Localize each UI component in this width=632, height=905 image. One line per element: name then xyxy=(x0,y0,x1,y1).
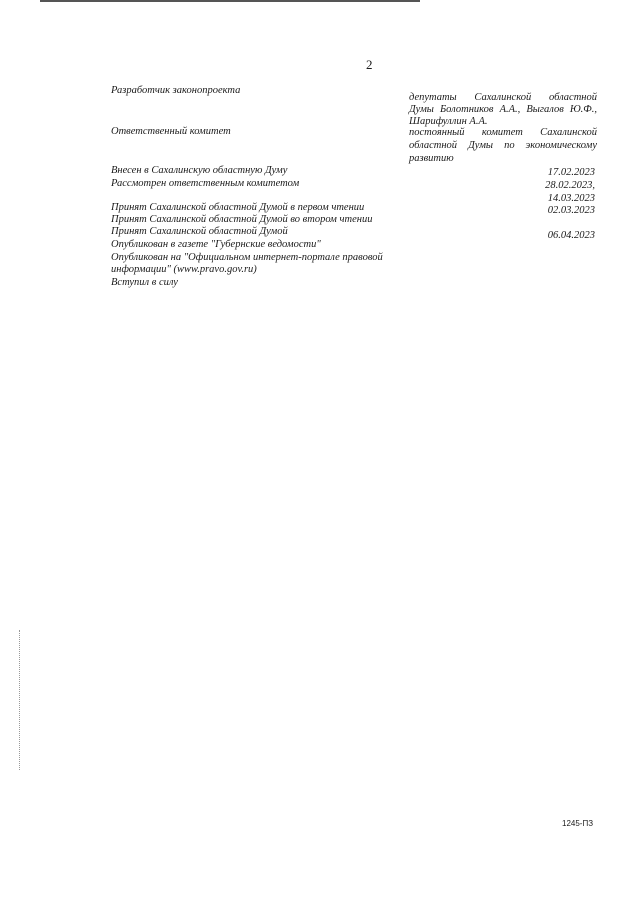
event-label-second-reading: Принят Сахалинской областной Думой во втором чтении xyxy=(111,214,373,225)
event-date-first-reading: 02.03.2023 xyxy=(547,205,595,216)
event-label-first-reading: Принят Сахалинской областной Думой в первом чтении xyxy=(111,202,365,213)
event-label-published-newspaper: Опубликован в газете "Губернские ведомости" xyxy=(111,239,321,250)
scan-margin-mark xyxy=(19,630,21,770)
event-date-committee-review-2: 14.03.2023 xyxy=(547,193,595,204)
developer-value-line-1: депутаты Сахалинской областной xyxy=(409,92,597,103)
event-date-committee-review-1: 28.02.2023, xyxy=(545,180,595,191)
event-date-introduced: 17.02.2023 xyxy=(547,167,595,178)
committee-value-line-1: постоянный комитет Сахалинской xyxy=(409,127,597,138)
event-label-introduced: Внесен в Сахалинскую областную Думу xyxy=(111,165,288,176)
scan-top-edge xyxy=(40,0,420,2)
developer-value-line-3: Шарифуллин А.А. xyxy=(409,116,488,127)
page-number: 2 xyxy=(366,57,373,72)
event-label-adopted: Принят Сахалинской областной Думой xyxy=(111,226,288,237)
document-code: 1245-ПЗ xyxy=(562,819,594,828)
committee-label: Ответственный комитет xyxy=(111,126,231,137)
event-label-published-portal: Опубликован на "Официальном интернет-портале правовой xyxy=(111,252,383,263)
event-label-published-portal-cont: информации" (www.pravo.gov.ru) xyxy=(111,264,257,275)
committee-value-line-3: развитию xyxy=(409,153,454,164)
event-label-committee-review: Рассмотрен ответственным комитетом xyxy=(111,178,300,189)
committee-value-line-2: областной Думы по экономическому xyxy=(409,140,597,151)
event-label-entered-into-force: Вступил в силу xyxy=(111,277,178,288)
event-date-adopted: 06.04.2023 xyxy=(547,230,595,241)
developer-value-line-2: Думы Болотников А.А., Выгалов Ю.Ф., xyxy=(409,104,597,115)
developer-label: Разработчик законопроекта xyxy=(111,85,241,96)
